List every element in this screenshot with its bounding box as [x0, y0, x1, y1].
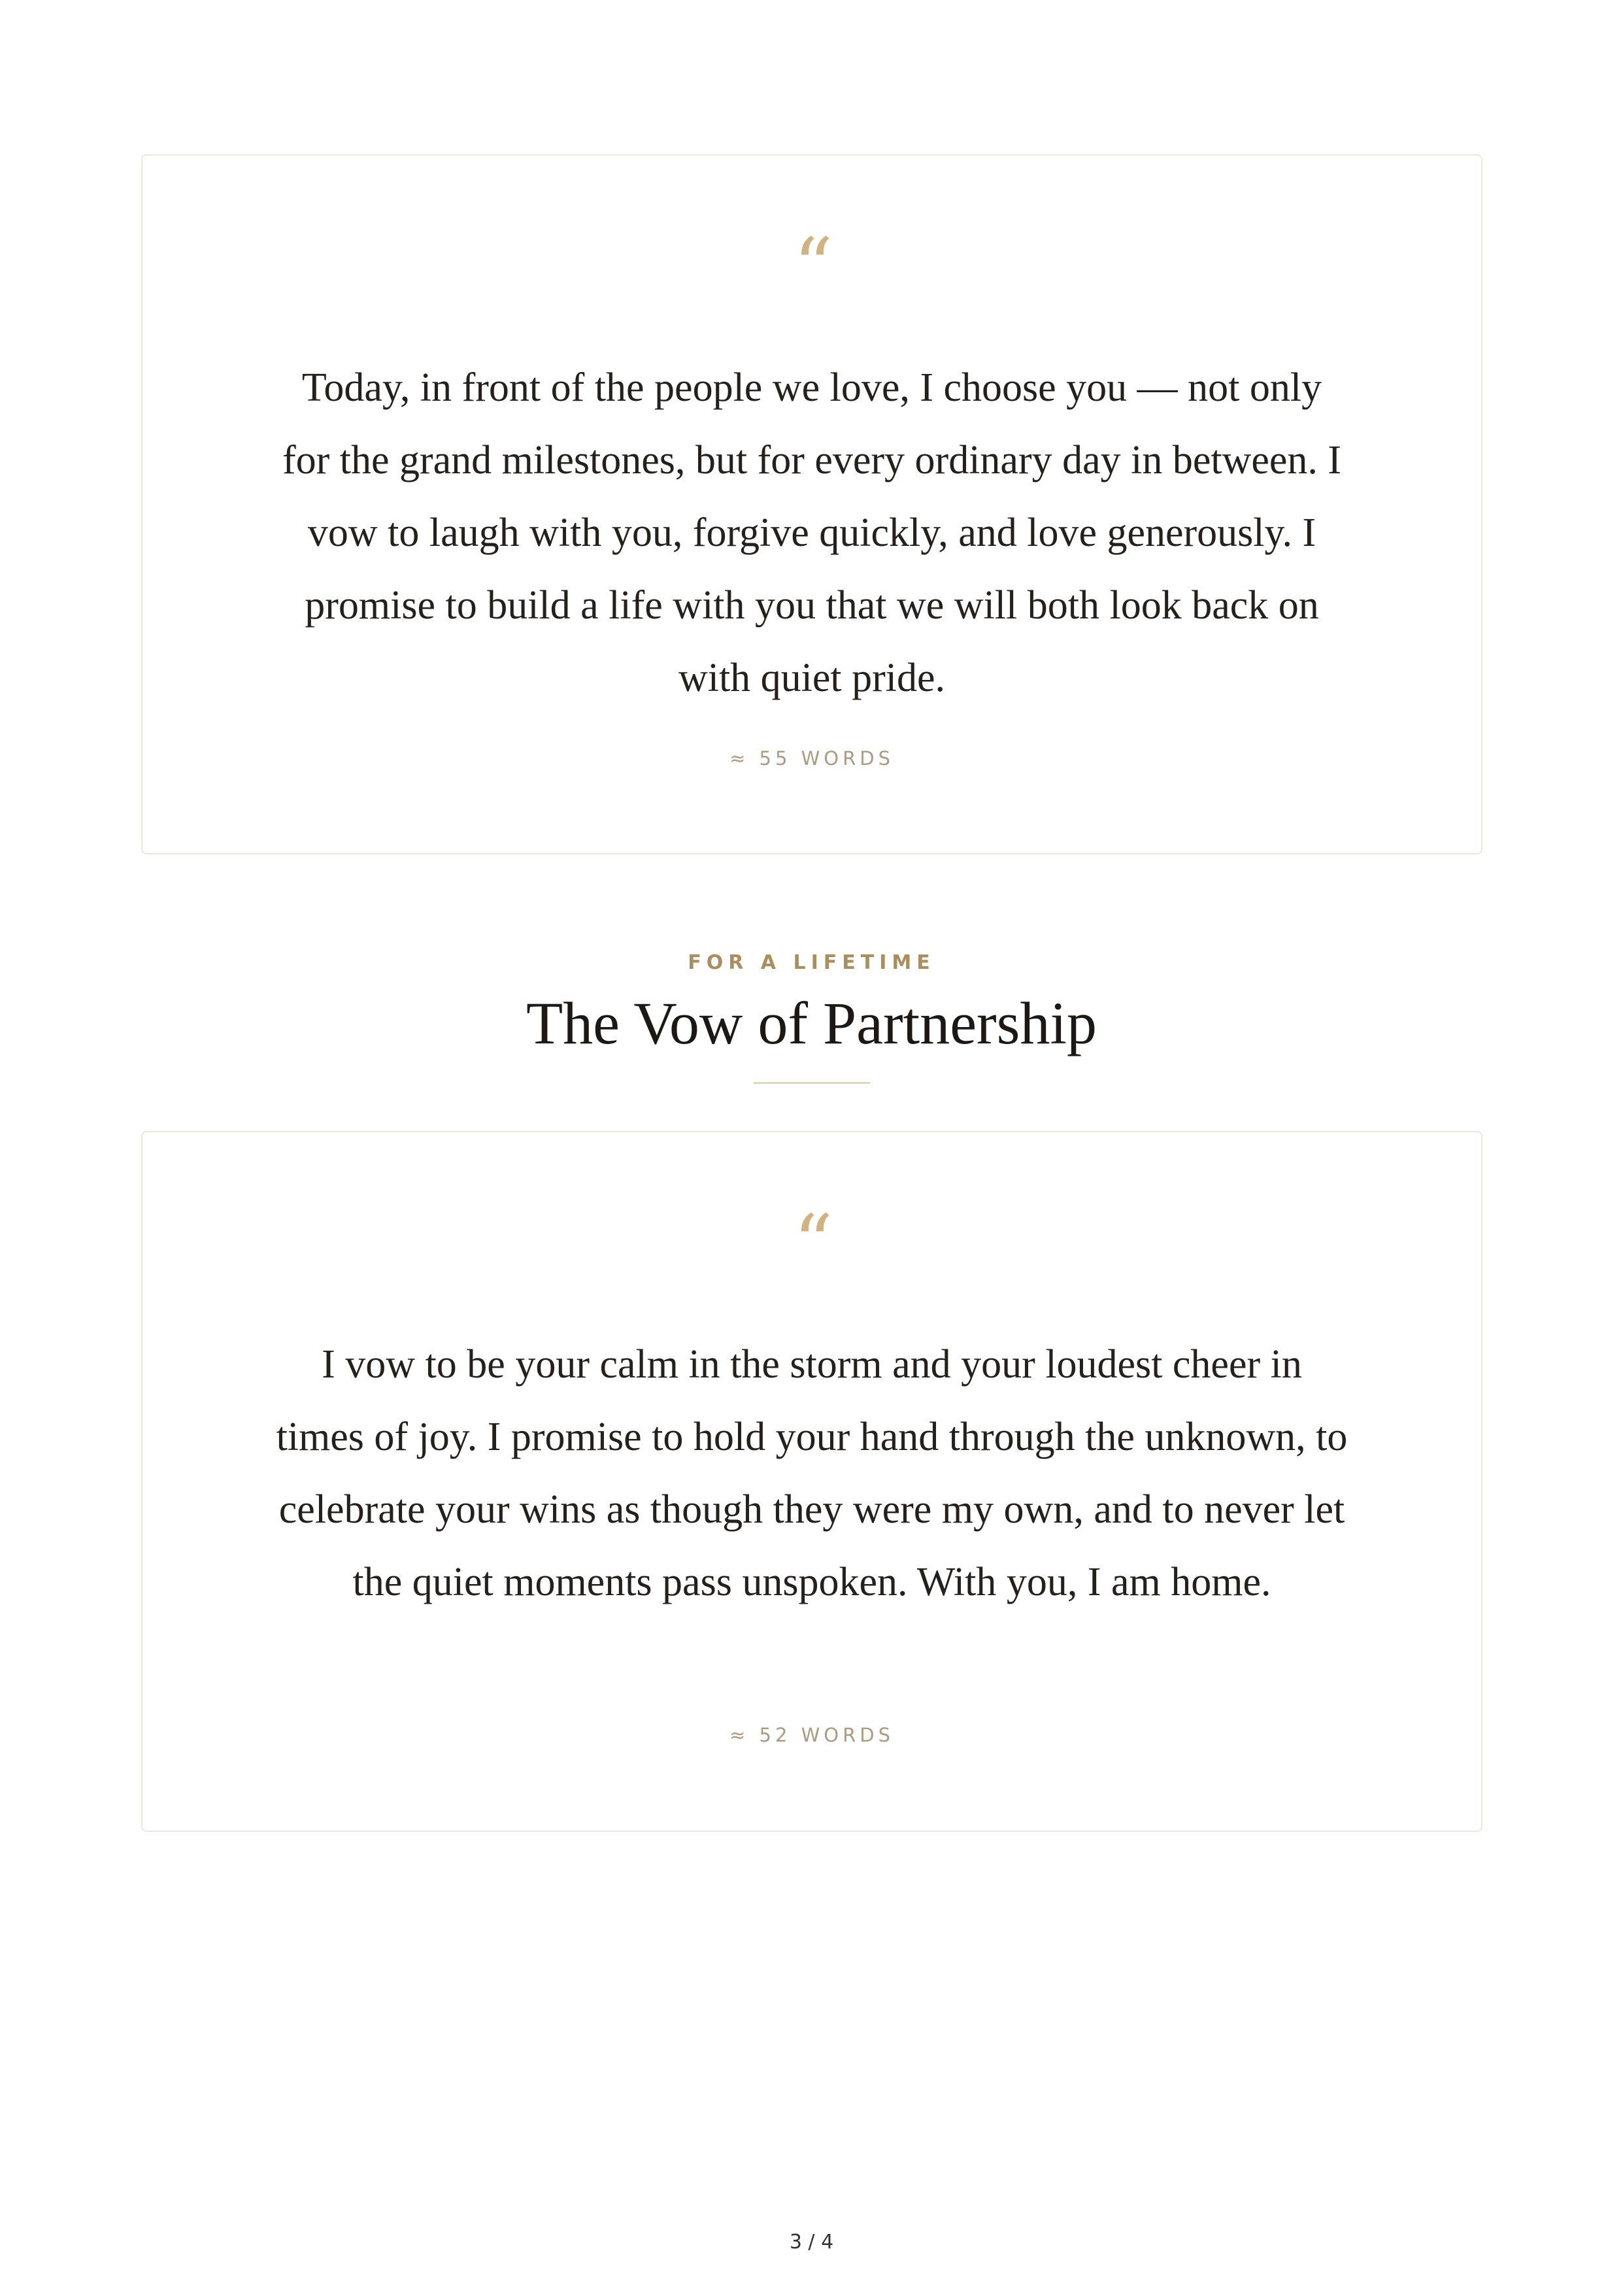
section-eyebrow: FOR A LIFETIME	[688, 951, 935, 974]
word-count-label: ≈ 55 WORDS	[729, 747, 895, 769]
vow-card	[141, 1131, 1482, 1832]
page-number: 3 / 4	[789, 2231, 834, 2254]
quote-mark-icon: “	[793, 221, 831, 311]
quote-mark-icon: “	[793, 1198, 831, 1288]
vow-card	[141, 154, 1482, 854]
section-title: The Vow of Partnership	[526, 990, 1097, 1056]
vow-text: I vow to be your calm in the storm and your loudest cheer in times of joy. I promise to hold your hand through the unknown, to celebrate your wins as though they were my own, and to never let the quiet moments pass unspoken. With you, I am home.	[276, 1342, 1348, 1604]
word-count-label: ≈ 52 WORDS	[729, 1724, 895, 1746]
title-divider	[754, 1082, 870, 1084]
vow-text: Today, in front of the people we love, I choose you — not only for the grand milestones, but for every ordinary day in between. I vow to laugh with you, forgive quickly, and love generously. I promise to build a life with you that we will both look back on with quiet pride.	[282, 365, 1342, 700]
